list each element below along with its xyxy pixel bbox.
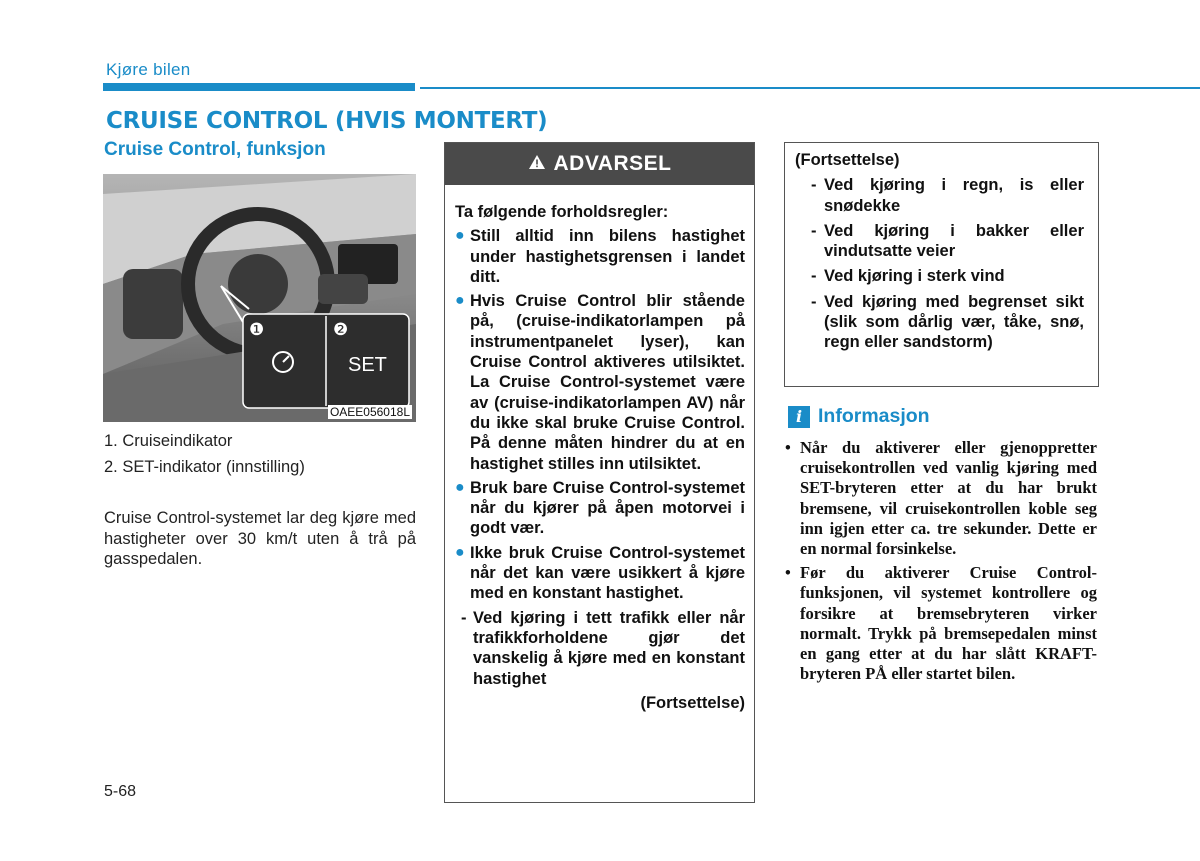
- warning-bullet: ● Hvis Cruise Control blir stående på, (cruise-indikatorlampen på instrumentpanelet lyser), kan Cruise Control aktiveres utilsiktet. La Cruise Control-systemet være av (cruise-indikatorlampen AV) når du ikke skal bruke Cruise Control. På denne måten hindrer du at en hastighet stilles inn utilsiktet.: [455, 292, 745, 473]
- warning-bullet: ● Still alltid inn bilens hastighet under hastighetsgrensen i landet ditt.: [455, 227, 745, 286]
- warning-header: [445, 143, 754, 185]
- continuation-box: [784, 142, 1099, 387]
- info-title: Informasjon: [818, 405, 930, 427]
- page-title: CRUISE CONTROL (HVIS MONTERT): [106, 108, 548, 134]
- indicator-2-label: ❷: [333, 320, 349, 339]
- section-subtitle: Cruise Control, funksjon: [104, 139, 326, 160]
- info-item: • Før du aktiverer Cruise Control-funksjonen, vil systemet kontrollere og forsikre at bremsebryteren virker normalt. Trykk på bremsepedalen minst en gang etter at du har slått KRAFT-bryteren PÅ eller startet bilen.: [785, 563, 1097, 684]
- continuation-header: (Fortsettelse): [795, 151, 900, 169]
- dashboard-illustration: [103, 174, 416, 422]
- header-bar: [103, 83, 415, 91]
- warning-title: ADVARSEL: [553, 152, 672, 175]
- info-body: [785, 438, 1097, 688]
- figure-code: OAEE056018L: [329, 405, 410, 419]
- warning-bullet: ● Bruk bare Cruise Control-systemet når du kjører på åpen motorvei i godt vær.: [455, 478, 745, 538]
- continuation-item: - Ved kjøring med begrenset sikt (slik som dårlig vær, tåke, snø, regn eller sandstorm): [811, 292, 1084, 352]
- section-label: Kjøre bilen: [106, 60, 191, 79]
- warning-dash-item: - Ved kjøring i tett trafikk eller når trafikkforholdene gjør det vanskelig å kjøre med en konstant hastighet: [461, 608, 745, 688]
- info-item: • Når du aktiverer eller gjenoppretter cruisekontrollen ved vanlig kjøring med SET-bryteren etter at du har brukt bremsene, vil cruisekontrollen koble seg inn igjen etter ca. tre sekunder. Dette er en normal forsinkelse.: [785, 438, 1097, 559]
- warning-intro: Ta følgende forholdsregler:: [455, 203, 669, 221]
- warning-triangle-icon: [528, 152, 546, 176]
- continuation-item: - Ved kjøring i regn, is eller snødekke: [811, 176, 1084, 215]
- page-number: 5-68: [104, 783, 137, 800]
- header-rule: [420, 87, 1200, 89]
- body-paragraph: Cruise Control-systemet lar deg kjøre med hastigheter over 30 km/t uten å trå på gasspedalen.: [104, 509, 416, 568]
- dashboard-photo: [103, 174, 416, 422]
- info-header: [788, 405, 930, 428]
- caption-item: 2. SET-indikator (innstilling): [104, 458, 305, 476]
- set-indicator-label: SET: [348, 354, 387, 376]
- indicator-1-label: ❶: [249, 320, 265, 339]
- warning-continued: (Fortsettelse): [640, 693, 745, 712]
- warning-bullet: ● Ikke bruk Cruise Control-systemet når det kan være usikkert å kjøre med en konstant hastighet.: [455, 543, 745, 603]
- info-icon: i: [788, 406, 810, 428]
- continuation-item: - Ved kjøring i bakker eller vindutsatte veier: [811, 221, 1084, 261]
- continuation-item: - Ved kjøring i sterk vind: [811, 267, 1005, 286]
- caption-item: 1. Cruiseindikator: [104, 432, 233, 450]
- warning-box: [444, 142, 755, 803]
